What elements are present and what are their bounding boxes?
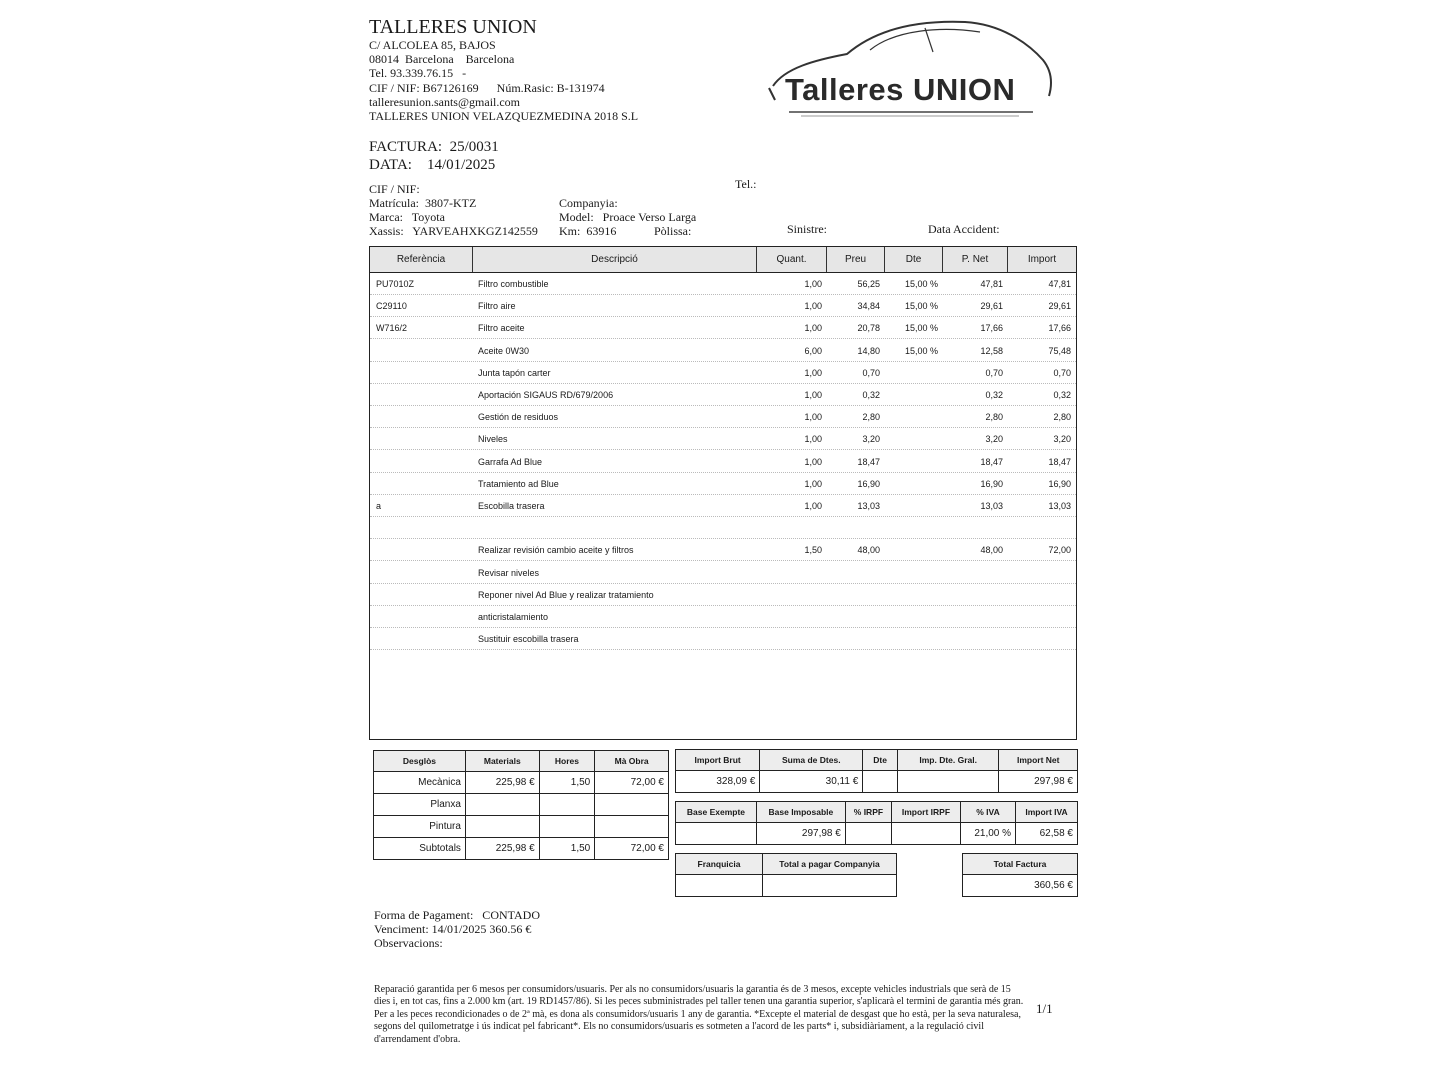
item-quantity: 1,00 [804, 390, 822, 400]
breakdown-label: Pintura [374, 816, 466, 838]
invoice-number: FACTURA: 25/0031 [369, 139, 499, 155]
vehicle-plate: Matrícula: 3807-KTZ [369, 196, 477, 210]
payment-info [374, 908, 540, 950]
gross-totals-table [675, 749, 1078, 793]
item-import: 47,81 [1048, 279, 1071, 289]
item-description: Aportación SIGAUS RD/679/2006 [478, 390, 614, 400]
breakdown-materials: 225,98 € [465, 772, 539, 794]
item-import: 18,47 [1048, 456, 1071, 467]
breakdown-materials [465, 816, 539, 838]
item-description: Junta tapón carter [478, 367, 551, 378]
vehicle-km: Km: 63916 [559, 224, 617, 238]
column-divider [756, 247, 757, 272]
item-quantity: 6,00 [804, 345, 822, 356]
company-city: 08014 Barcelona Barcelona [369, 52, 515, 67]
item-description: Reponer nivel Ad Blue y realizar tratamiento [478, 589, 654, 600]
warranty-legal-text: Reparació garantida per 6 mesos per consumidors/usuaris. Per als no consumidors/usuaris la garantia és de 3 mesos, excepte vehicles industrials que serà de 15 dies i, en tot cas, fins a 2.000 km (art. 19 RD1457/86). Si les peces subministrades pel taller tenen una garantia superior, s'aplicarà el termini de garantia més gran. Per a les peces recondicionades o de 2ª mà, es dona als consumidors/usuaris 1 any de garantia. *Excepte el material de desgast que ho està, per la seva naturalesa, segons del quilometratge i ús indicat pel fabricant*. Els no consumidors/usuaris es sotmeten a l'acord de les parts* i, subsidiàriament, a la regulació civil d'arrendament d'obra. [374, 984, 1024, 1045]
item-description: Sustituir escobilla trasera [478, 634, 579, 645]
item-price: 14,80 [857, 345, 880, 356]
insurance-policy: Pòlissa: [654, 224, 692, 238]
breakdown-row [374, 794, 669, 816]
payment-method: Forma de Pagament: CONTADO [374, 908, 541, 922]
table-row [370, 517, 1076, 539]
breakdown-header-hours: Hores [539, 751, 595, 772]
item-quantity: 1,00 [804, 279, 822, 289]
item-net-price: 17,66 [980, 323, 1003, 334]
vat-rate: 21,00 % [960, 823, 1015, 845]
header-vat-rate: % IVA [960, 802, 1015, 823]
client-cif: CIF / NIF: [369, 182, 420, 196]
company-phone: Tel. 93.339.76.15 - [369, 66, 467, 81]
breakdown-table [373, 750, 669, 860]
item-price: 13,03 [857, 501, 880, 511]
item-description: Tratamiento ad Blue [478, 478, 559, 489]
item-description: Niveles [478, 434, 508, 445]
tax-table [675, 801, 1078, 845]
item-price: 18,47 [857, 456, 880, 467]
header-net-amount: Import Net [999, 750, 1078, 771]
item-price: 20,78 [857, 323, 880, 334]
exempt-base [676, 823, 757, 845]
item-description: Filtro aceite [478, 323, 525, 334]
table-row [370, 473, 1076, 495]
item-quantity: 1,00 [804, 323, 822, 334]
breakdown-label: Planxa [374, 794, 466, 816]
header-insurer-total: Total a pagar Companyia [763, 854, 897, 875]
row-separator [370, 649, 1076, 650]
table-row [370, 317, 1076, 339]
breakdown-hours: 1,50 [539, 772, 595, 794]
item-description: Aceite 0W30 [478, 345, 530, 356]
item-net-price: 13,03 [980, 501, 1003, 511]
header-irpf-rate: % IRPF [845, 802, 891, 823]
table-row [370, 584, 1076, 606]
table-row [370, 362, 1076, 384]
item-description: Gestión de residuos [478, 412, 559, 423]
item-net-price: 18,47 [980, 456, 1003, 467]
table-row [370, 562, 1076, 584]
item-quantity: 1,00 [804, 301, 822, 312]
item-import: 2,80 [1053, 412, 1071, 423]
company-tax-id: CIF / NIF: B67126169 Núm.Rasic: B-131974 [369, 80, 605, 95]
header-price: Preu [827, 247, 884, 272]
header-discount-sum: Suma de Dtes. [760, 750, 863, 771]
item-description: Filtro combustible [478, 279, 549, 289]
item-quantity: 1,00 [804, 501, 822, 511]
gross-amount: 328,09 € [676, 771, 760, 793]
item-import: 13,03 [1048, 501, 1071, 511]
header-net-price: P. Net [943, 247, 1007, 272]
breakdown-row [374, 816, 669, 838]
item-net-price: 29,61 [980, 301, 1003, 312]
table-row [370, 340, 1076, 362]
item-quantity: 1,00 [804, 367, 822, 378]
header-quantity: Quant. [757, 247, 826, 272]
item-quantity: 1,50 [804, 545, 822, 556]
header-reference: Referència [370, 247, 472, 272]
item-import: 75,48 [1048, 345, 1071, 356]
breakdown-labour: 72,00 € [595, 838, 669, 860]
item-price: 2,80 [862, 412, 880, 423]
table-row [370, 451, 1076, 473]
item-price: 48,00 [857, 545, 880, 556]
item-net-price: 2,80 [985, 412, 1003, 423]
item-description: Revisar niveles [478, 567, 540, 578]
company-name: TALLERES UNION [369, 16, 537, 38]
header-invoice-total: Total Factura [963, 854, 1078, 875]
invoice-total: 360,56 € [963, 875, 1078, 897]
accident-date: Data Accident: [928, 222, 1000, 236]
breakdown-hours: 1,50 [539, 838, 595, 860]
breakdown-label: Mecànica [374, 772, 466, 794]
item-description: Garrafa Ad Blue [478, 456, 543, 467]
column-divider [942, 247, 943, 272]
invoice-total-table [962, 853, 1078, 897]
item-price: 56,25 [857, 279, 880, 289]
item-quantity: 1,00 [804, 412, 822, 423]
breakdown-labour: 72,00 € [595, 772, 669, 794]
table-row [370, 606, 1076, 628]
header-import: Import [1008, 247, 1076, 272]
item-import: 17,66 [1048, 323, 1071, 334]
item-quantity: 1,00 [804, 434, 822, 445]
header-exempt-base: Base Exempte [676, 802, 757, 823]
table-row [370, 406, 1076, 428]
claim-number: Sinistre: [787, 222, 828, 236]
item-description: Escobilla trasera [478, 501, 545, 511]
header-taxable-base: Base Imposable [756, 802, 845, 823]
item-price: 0,70 [862, 367, 880, 378]
item-discount: 15,00 % [904, 279, 938, 289]
item-price: 3,20 [862, 434, 880, 445]
item-net-price: 0,32 [985, 390, 1003, 400]
deductible [676, 875, 763, 897]
item-quantity: 1,00 [804, 456, 822, 467]
table-row [370, 273, 1076, 295]
breakdown-materials: 225,98 € [465, 838, 539, 860]
company-legal-name: TALLERES UNION VELAZQUEZMEDINA 2018 S.L [369, 109, 639, 124]
table-row [370, 384, 1076, 406]
breakdown-label: Subtotals [374, 838, 466, 860]
irpf-rate [845, 823, 891, 845]
item-reference: C29110 [376, 301, 407, 312]
item-description: Realizar revisión cambio aceite y filtros [478, 545, 634, 556]
client-tel: Tel.: [735, 177, 757, 191]
item-net-price: 16,90 [980, 478, 1003, 489]
header-general-discount: Imp. Dte. Gral. [897, 750, 999, 771]
vehicle-brand: Marca: Toyota [369, 210, 445, 224]
header-deductible: Franquicia [676, 854, 763, 875]
item-description: anticristalamiento [478, 612, 549, 622]
item-net-price: 12,58 [980, 345, 1003, 356]
table-row [370, 428, 1076, 450]
breakdown-labour [595, 816, 669, 838]
company-email: talleresunion.sants@gmail.com [369, 94, 521, 109]
item-price: 16,90 [857, 478, 880, 489]
column-divider [884, 247, 885, 272]
breakdown-materials [465, 794, 539, 816]
breakdown-header-labour: Mà Obra [595, 751, 669, 772]
item-price: 34,84 [857, 301, 880, 312]
breakdown-header-concept: Desglòs [374, 751, 466, 772]
table-row [370, 539, 1076, 561]
payment-notes: Observacions: [374, 936, 443, 950]
insurer-total [763, 875, 897, 897]
column-divider [826, 247, 827, 272]
item-description: Filtro aire [478, 301, 516, 312]
header-gross-amount: Import Brut [676, 750, 760, 771]
breakdown-row [374, 838, 669, 860]
vehicle-chassis: Xassis: YARVEAHXKGZ142559 [369, 224, 538, 238]
breakdown-row [374, 772, 669, 794]
payment-due: Venciment: 14/01/2025 360.56 € [374, 922, 532, 936]
vat-amount: 62,58 € [1016, 823, 1078, 845]
general-discount [897, 771, 999, 793]
invoice-date: DATA: 14/01/2025 [369, 157, 496, 173]
item-net-price: 3,20 [985, 434, 1003, 445]
taxable-base: 297,98 € [756, 823, 845, 845]
table-row [370, 628, 1076, 650]
item-import: 0,32 [1053, 390, 1071, 400]
table-row [370, 495, 1076, 517]
net-amount: 297,98 € [999, 771, 1078, 793]
irpf-amount [892, 823, 961, 845]
item-import: 16,90 [1048, 478, 1071, 489]
item-net-price: 0,70 [985, 367, 1003, 378]
company-logo [765, 16, 1057, 120]
breakdown-hours [539, 794, 595, 816]
breakdown-hours [539, 816, 595, 838]
item-net-price: 47,81 [980, 279, 1003, 289]
item-import: 72,00 [1048, 545, 1071, 556]
header-discount: Dte [863, 750, 898, 771]
header-irpf-amount: Import IRPF [892, 802, 961, 823]
item-net-price: 48,00 [980, 545, 1003, 556]
header-discount: Dte [885, 247, 942, 272]
logo-text: Talleres UNION [785, 72, 1016, 107]
table-row [370, 295, 1076, 317]
item-discount: 15,00 % [904, 323, 938, 334]
item-reference: PU7010Z [376, 279, 415, 289]
discount-sum: 30,11 € [760, 771, 863, 793]
item-import: 0,70 [1053, 367, 1071, 378]
items-table [369, 246, 1077, 740]
vehicle-model: Model: Proace Verso Larga [559, 210, 697, 224]
insurance-totals-table [675, 853, 897, 897]
item-quantity: 1,00 [804, 478, 822, 489]
invoice-info [369, 138, 499, 174]
item-import: 29,61 [1048, 301, 1071, 312]
item-reference: W716/2 [376, 323, 408, 334]
item-price: 0,32 [862, 390, 880, 400]
company-address: C/ ALCOLEA 85, BAJOS [369, 38, 496, 52]
company-block [369, 16, 638, 123]
item-discount: 15,00 % [904, 301, 938, 312]
column-divider [1007, 247, 1008, 272]
items-table-header [370, 247, 1076, 273]
insurance-company: Companyia: [559, 196, 618, 210]
breakdown-labour [595, 794, 669, 816]
header-vat-amount: Import IVA [1016, 802, 1078, 823]
discount [863, 771, 898, 793]
breakdown-header-materials: Materials [465, 751, 539, 772]
page-number: 1/1 [1036, 1001, 1053, 1016]
header-description: Descripció [473, 247, 756, 272]
item-import: 3,20 [1053, 434, 1071, 445]
column-divider [472, 247, 473, 272]
item-reference: a [376, 501, 382, 511]
item-discount: 15,00 % [904, 345, 938, 356]
